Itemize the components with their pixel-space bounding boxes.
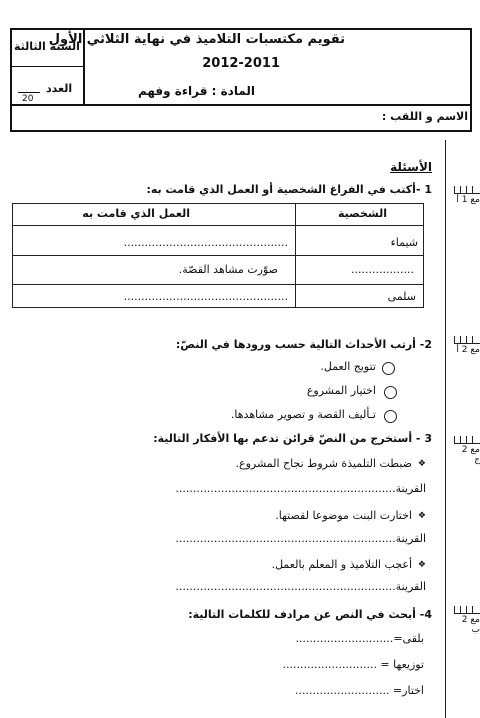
q2-title: 2- أرتب الأحداث التالية حسب ورودها في النصّ: [175,338,432,351]
q2-item-2: اختيار المشروع [306,384,376,397]
q1-row3-character: سلمى [387,290,416,303]
q3-clue-2: القرينة............................................................... [175,532,426,545]
score-box-1: مع 1 أ [454,186,480,205]
q3-item-3: أعجب التلاميذ و المعلم بالعمل. [271,558,412,571]
q4-item-3: اختار= ........................... [295,684,424,697]
subject-label: المادة : قراءة وفهم [137,84,255,98]
q2-order-circle-3[interactable] [384,410,397,423]
header-divider [10,66,85,67]
score-box-3: مع 2 ج [454,436,480,465]
q1-col-action: العمل الذي قامت به [82,207,190,220]
q3-bullet-3: ❖ [417,560,426,570]
q1-row2-character: .................. [351,263,414,276]
q2-item-3: تـأليف القصة و تصوير مشاهدها. [230,408,376,421]
q3-bullet-2: ❖ [417,511,426,521]
name-label: الاسم و اللقب : [381,110,468,123]
q1-row2-action: صوّرت مشاهد القصّة. [178,263,278,276]
q2-item-1: تتويج العمل. [320,360,376,373]
margin-rule [445,140,446,718]
q3-clue-3: القرينة............................................................... [175,580,426,593]
questions-heading: الأسئلة [390,160,432,174]
q3-title: 3 - أستخرج من النصّ قرائن تدعم بها الأفكار التالية: [153,432,432,445]
exam-title: تقويم مكتسبات التلاميذ في نهاية الثلاثي الأول [48,32,345,47]
grade-total: 20 [22,94,34,104]
q3-item-2: اختارت البنت موضوعا لقصتها. [275,509,412,522]
q4-item-1: بلقى=............................ [295,632,424,645]
q1-col-character: الشخصية [337,207,387,220]
score-box-4: مع 2 ب [454,606,480,635]
grade-label: العدد [46,82,73,95]
q2-order-circle-1[interactable] [382,362,395,375]
header-separator [10,104,472,106]
q2-order-circle-2[interactable] [384,386,397,399]
q4-item-2: توزيعها = ........................... [282,658,424,671]
grade-fraction-line [18,92,40,93]
q3-item-1: ضبطت التلميذة شروط نجاح المشروع. [235,457,412,470]
q1-row1-character: شيماء [390,236,418,249]
exam-year: 2012-2011 [202,56,280,71]
level-label: السنة الثالثة [14,40,80,53]
q1-title: 1 -أكتب في الفراغ الشخصية أو العمل الذي قامت به: [146,183,432,196]
q4-title: 4- أبحث في النص عن مرادف للكلمات التالية: [188,608,432,621]
q1-row3-action: ............................................... [123,290,288,303]
q3-clue-1: القرينة............................................................... [175,482,426,495]
score-box-2: مع 2 أ [454,336,480,355]
q3-bullet-1: ❖ [417,459,426,469]
q1-row1-action: ............................................... [123,236,288,249]
